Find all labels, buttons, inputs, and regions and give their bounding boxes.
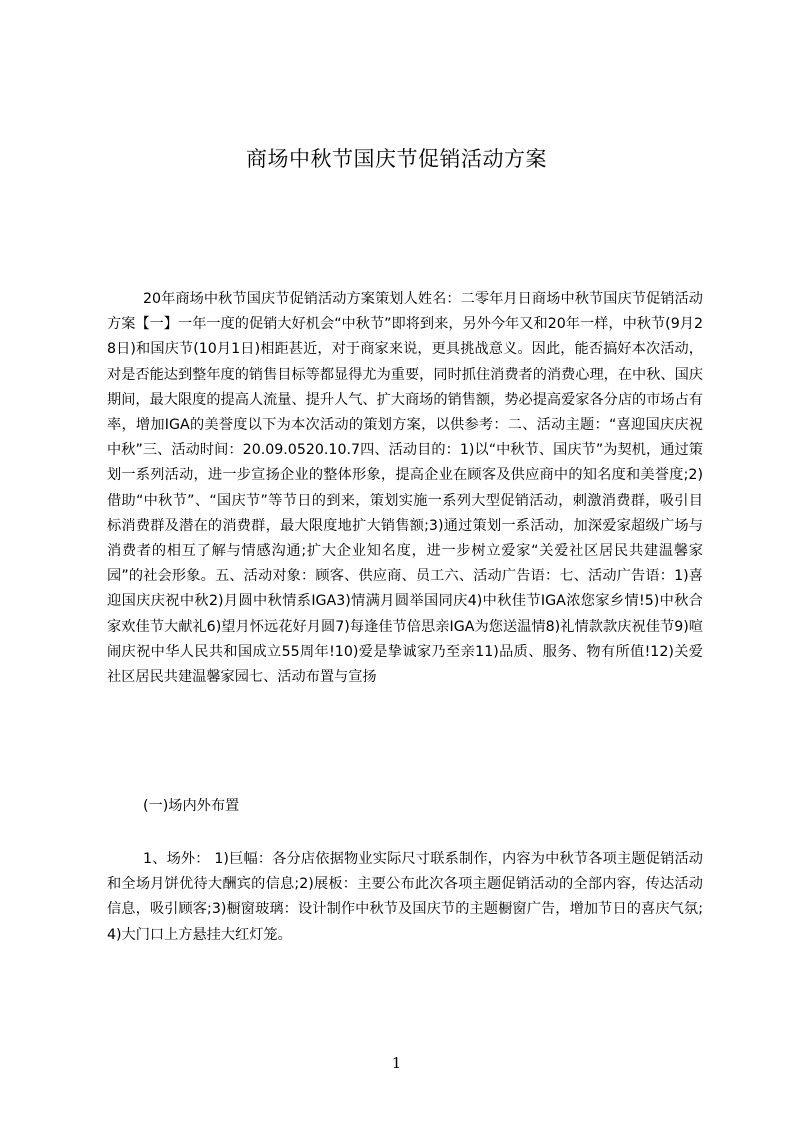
document-title: 商场中秋节国庆节促销活动方案	[246, 147, 547, 171]
body-paragraph-outdoor: 1、场外： 1)巨幅：各分店依据物业实际尺寸联系制作，内容为中秋节各项主题促销活动和全场月饼优待大酬宾的信息;2)展板：主要公布此次各项主题促销活动的全部内容，传达活动信息，吸引顾客;3)橱窗玻璃：设计制作中秋节及国庆节的主题橱窗广告，增加节日的喜庆气氛;4)大门口上方悬挂大红灯笼。	[107, 851, 703, 943]
body-paragraph-intro: 20年商场中秋节国庆节促销活动方案策划人姓名：二零年月日商场中秋节国庆节促销活动方案【一】一年一度的促销大好机会“中秋节”即将到来，另外今年又和20年一样，中秋节(9月28日)和国庆节(10月1日)相距甚近，对于商家来说，更具挑战意义。因此，能否搞好本次活动，对是否能达到整年度的销售目标等都显得尤为重要，同时抓住消费者的消费心理，在中秋、国庆期间，最大限度的提高人流量、提升人气、扩大商场的销售额，势必提高爱家各分店的市场占有率，增加IGA的美誉度以下为本次活动的策划方案，以供参考：二、活动主题：“喜迎国庆庆祝中秋”三、活动时间：20.09.0520.10.7四、活动目的：1)以“中秋节、国庆节”为契机，通过策划一系列活动，进一步宣扬企业的整体形象，提高企业在顾客及供应商中的知名度和美誉度;2)借助“中秋节”、“国庆节”等节日的到来，策划实施一系列大型促销活动，刺激消费群，吸引目标消费群及潜在的消费群，最大限度地扩大销售额;3)通过策划一系活动，加深爱家超级广场与消费者的相互了解与情感沟通;扩大企业知名度，进一步树立爱家“关爱社区居民共建温馨家园”的社会形象。五、活动对象：顾客、供应商、员工六、活动广告语：七、活动广告语：1)喜迎国庆庆祝中秋2)月圆中秋情系IGA3)情满月圆举国同庆4)中秋佳节IGA浓您家乡情!5)中秋合家欢佳节大献礼6)望月怀远花好月圆7)每逢佳节倍思亲IGA为您送温情8)礼情款款庆祝佳节9)喧闹庆祝中华人民共和国成立55周年!10)爱是挚诚家乃至亲11)品质、服务、物有所值!12)关爱社区居民共建温馨家园七、活动布置与宣扬	[107, 291, 703, 686]
section-heading: (一)场内外布置	[143, 798, 240, 814]
page-number: 1	[391, 1054, 402, 1072]
